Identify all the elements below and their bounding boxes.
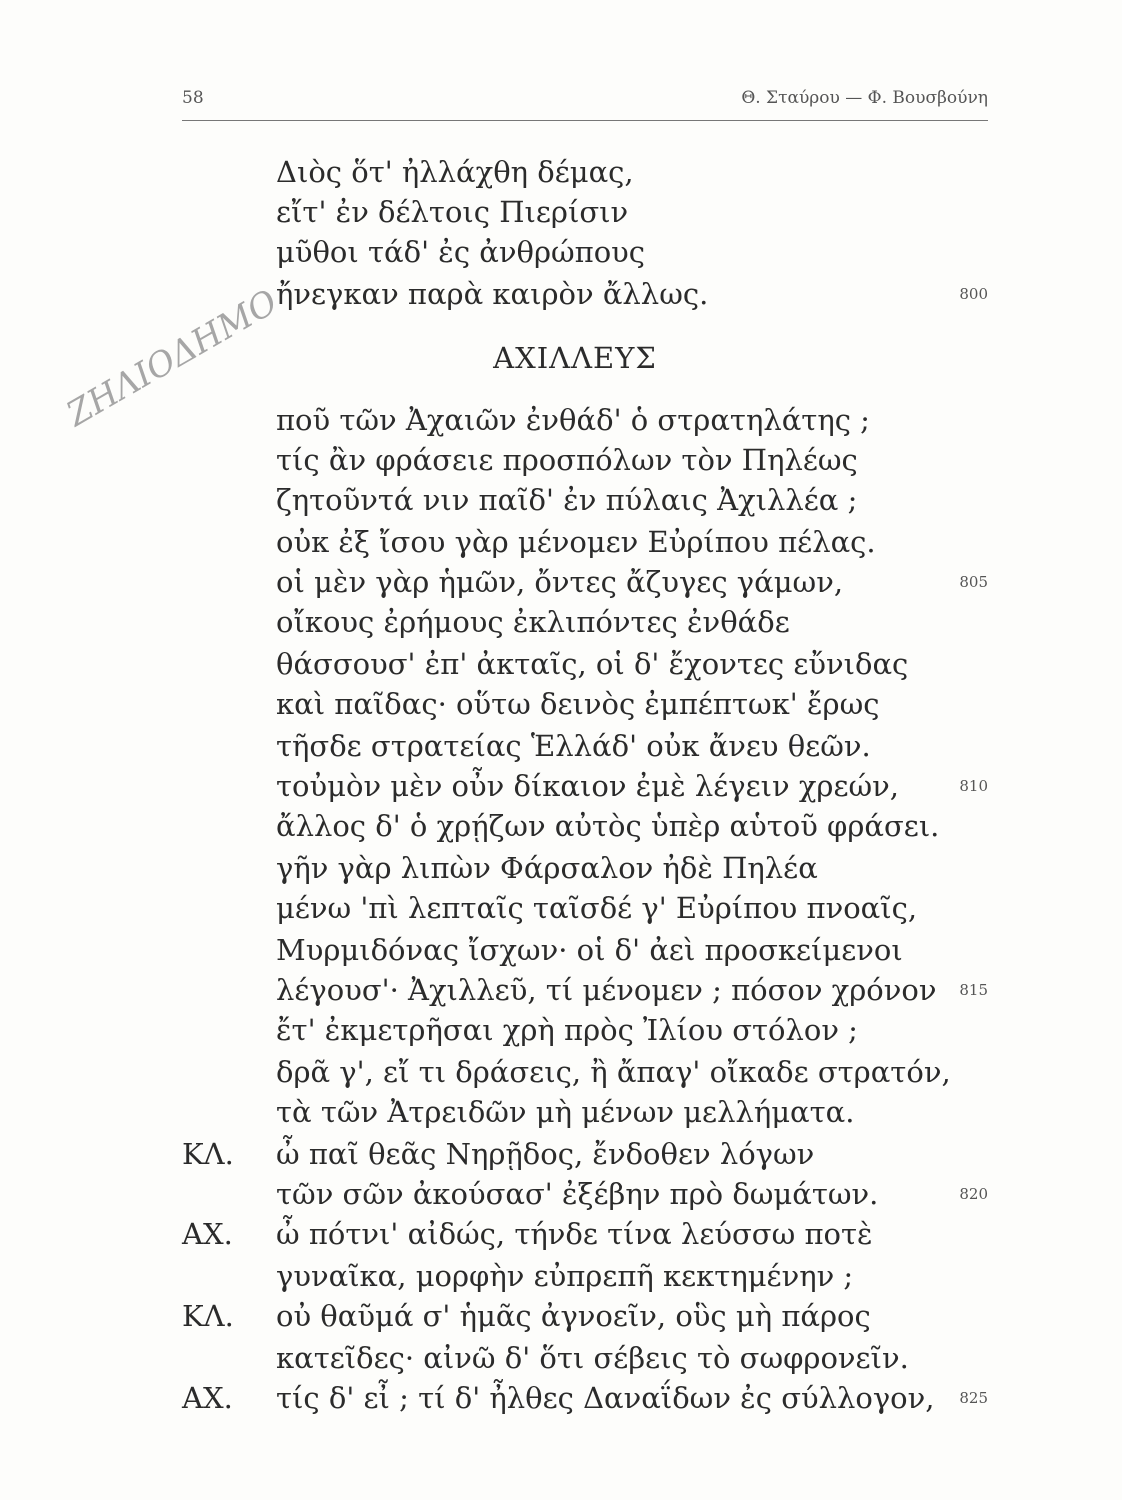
line-number: 820: [959, 1185, 988, 1203]
verse-line: ὦ παῖ θεᾶς Νηρῇδος, ἔνδοθεν λόγων: [276, 1137, 815, 1171]
verse-line: τῶν σῶν ἀκούσασ' ἐξέβην πρὸ δωμάτων.: [276, 1177, 879, 1211]
handwritten-annotation: ΖΗΛΙΟΔΗΜΟ: [60, 281, 285, 435]
verse-line: γῆν γὰρ λιπὼν Φάρσαλον ἠδὲ Πηλέα: [276, 851, 818, 885]
verse-line: ἄλλος δ' ὁ χρῄζων αὐτὸς ὑπὲρ αὑτοῦ φράσει.: [276, 809, 940, 843]
verse-line: μένω 'πὶ λεπταῖς ταῖσδέ γ' Εὐρίπου πνοαῖς,: [276, 891, 918, 925]
line-number: 810: [959, 777, 988, 795]
verse-line: Μυρμιδόνας ἴσχων· οἱ δ' ἀεὶ προσκείμενοι: [276, 933, 903, 967]
verse-line: ἤνεγκαν παρὰ καιρὸν ἄλλως.: [276, 277, 709, 311]
running-head-authors: Θ. Σταύρου — Φ. Βουσβούνη: [741, 88, 988, 108]
speaker-label: ΚΛ.: [182, 1299, 234, 1333]
speaker-label: ΚΛ.: [182, 1137, 234, 1171]
header-rule: [182, 120, 988, 121]
verse-line: δρᾶ γ', εἴ τι δράσεις, ἢ ἄπαγ' οἴκαδε στρατόν,: [276, 1055, 951, 1089]
verse-line: τίς δ' εἶ ; τί δ' ἦλθες Δαναΐδων ἐς σύλλογον,: [276, 1381, 935, 1415]
verse-line: ζητοῦντά νιν παῖδ' ἐν πύλαις Ἀχιλλέα ;: [276, 483, 858, 517]
speaker-heading: ΑΧΙΛΛΕΥΣ: [493, 341, 657, 375]
verse-line: τὰ τῶν Ἀτρειδῶν μὴ μένων μελλήματα.: [276, 1095, 855, 1129]
verse-line: γυναῖκα, μορφὴν εὐπρεπῆ κεκτημένην ;: [276, 1259, 854, 1293]
speaker-label: ΑΧ.: [182, 1381, 233, 1415]
line-number: 825: [959, 1389, 988, 1407]
verse-line: οἴκους ἐρήμους ἐκλιπόντες ἐνθάδε: [276, 605, 790, 639]
verse-line: τοὐμὸν μὲν οὖν δίκαιον ἐμὲ λέγειν χρεών,: [276, 769, 900, 803]
verse-line: τῆσδε στρατείας Ἑλλάδ' οὐκ ἄνευ θεῶν.: [276, 729, 871, 763]
verse-line: κατεῖδες· αἰνῶ δ' ὅτι σέβεις τὸ σωφρονεῖν.: [276, 1341, 909, 1375]
verse-line: μῦθοι τάδ' ἐς ἀνθρώπους: [276, 235, 646, 269]
verse-line: τίς ἂν φράσειε προσπόλων τὸν Πηλέως: [276, 443, 858, 477]
verse-line: οἱ μὲν γὰρ ἡμῶν, ὄντες ἄζυγες γάμων,: [276, 565, 844, 599]
verse-line: καὶ παῖδας· οὕτω δεινὸς ἐμπέπτωκ' ἔρως: [276, 687, 880, 721]
verse-line: Διὸς ὅτ' ἠλλάχθη δέμας,: [276, 155, 634, 189]
verse-line: οὐκ ἐξ ἴσου γὰρ μένομεν Εὐρίπου πέλας.: [276, 525, 876, 559]
page-header: [182, 88, 988, 116]
line-number: 815: [959, 981, 988, 999]
verse-line: λέγουσ'· Ἀχιλλεῦ, τί μένομεν ; πόσον χρόνον: [276, 973, 937, 1007]
speaker-label: ΑΧ.: [182, 1217, 233, 1251]
page-number: 58: [182, 88, 204, 108]
line-number: 805: [959, 573, 988, 591]
verse-line: ποῦ τῶν Ἀχαιῶν ἐνθάδ' ὁ στρατηλάτης ;: [276, 403, 870, 437]
verse-line: ὦ πότνι' αἰδώς, τήνδε τίνα λεύσσω ποτὲ: [276, 1217, 873, 1251]
verse-line: εἴτ' ἐν δέλτοις Πιερίσιν: [276, 195, 629, 229]
verse-line: θάσσουσ' ἐπ' ἀκταῖς, οἱ δ' ἔχοντες εὔνιδας: [276, 647, 909, 681]
line-number: 800: [959, 285, 988, 303]
verse-line: ἔτ' ἐκμετρῆσαι χρὴ πρὸς Ἰλίου στόλον ;: [276, 1013, 858, 1047]
verse-line: οὐ θαῦμά σ' ἡμᾶς ἀγνοεῖν, οὓς μὴ πάρος: [276, 1299, 871, 1333]
